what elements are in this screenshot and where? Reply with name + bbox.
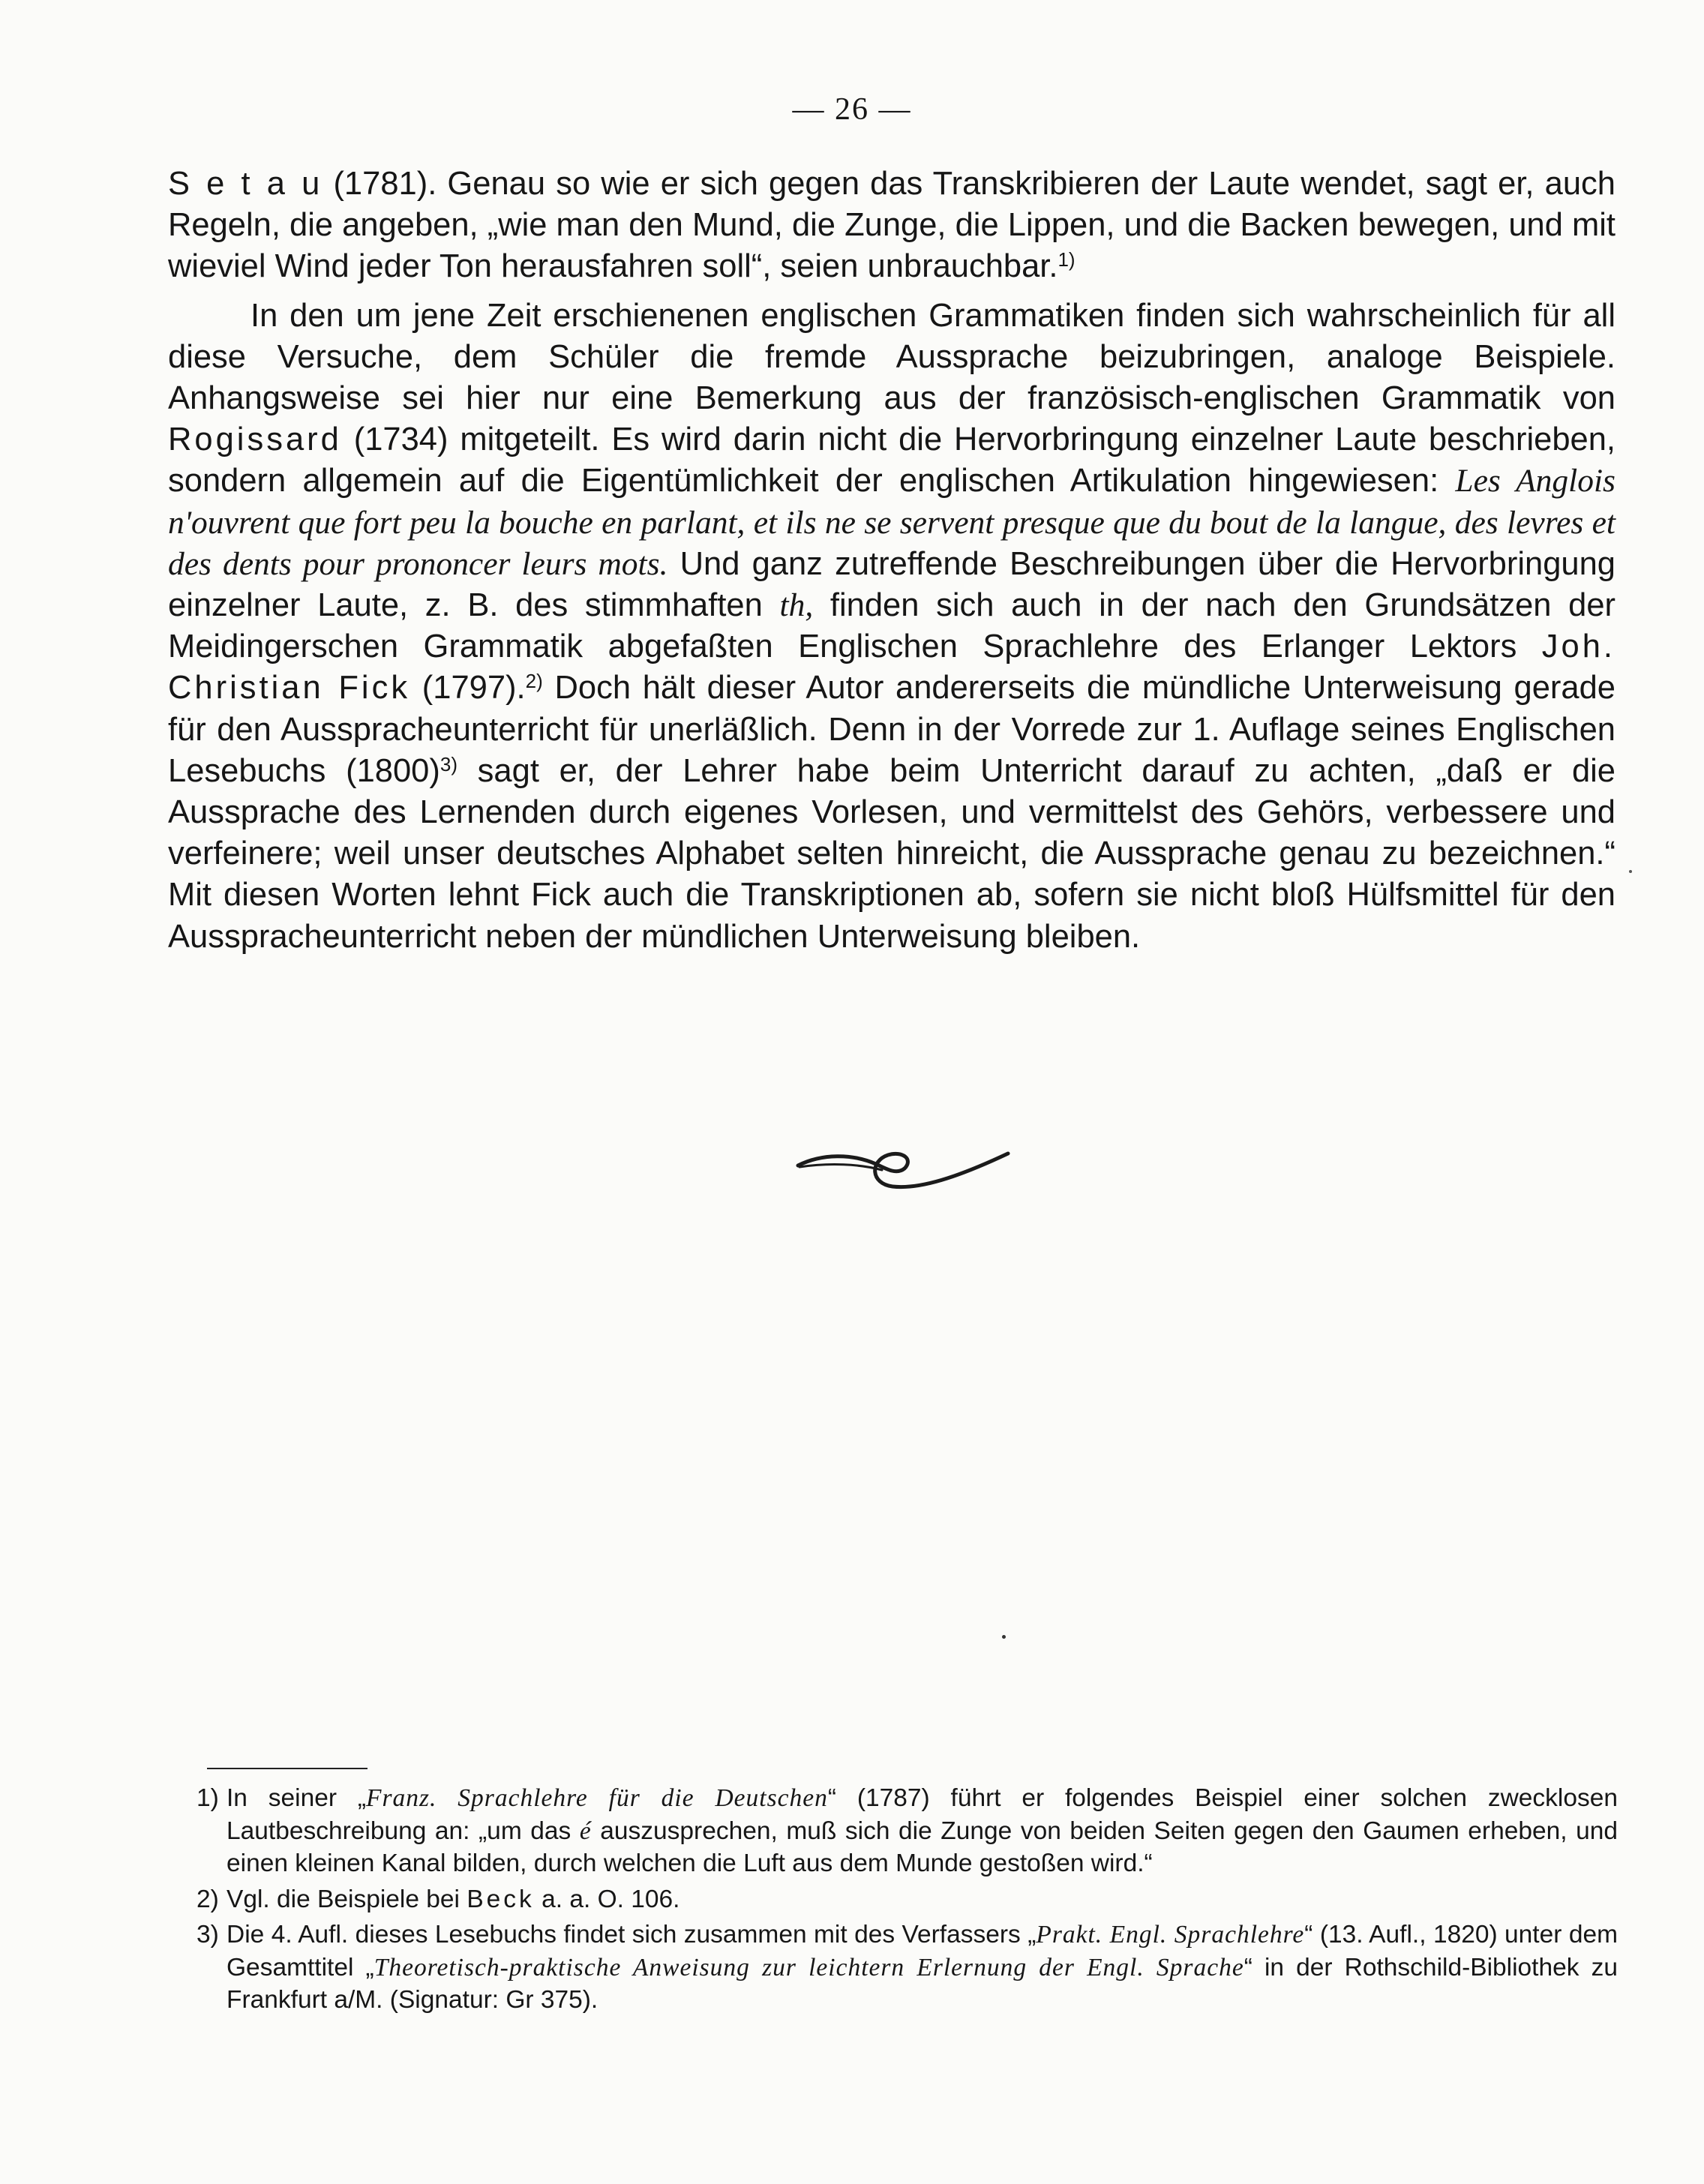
footnote-3-text-a: Die 4. Aufl. dieses Lesebuchs findet sich zusammen mit des Verfassers „: [226, 1921, 1036, 1948]
paragraph-2-text-f: Doch hält dieser Autor andererseits die mündliche Unterweisung gerade für den Ausspracheunterricht für unerläßlich. Denn in der Vorrede zur 1. Auflage seines Englischen Lesebuchs (1800): [168, 670, 1616, 789]
paragraph-2-text-c: Und ganz zutreffende Beschreibungen über die Hervorbringung einzelner Laute, z. B. des stimmhaften: [168, 545, 1616, 624]
footnote-2-text-a: Vgl. die Beispiele bei: [226, 1885, 467, 1913]
footnote-1: [196, 1782, 1618, 1880]
footnote-3-text-c: “ in der Rothschild-Bibliothek zu Frankfurt a/M. (Signatur: Gr 375).: [226, 1953, 1618, 2014]
paragraph-1: [168, 164, 1616, 288]
paragraph-2-text-b: (1734) mitgeteilt. Es wird darin nicht die Hervorbringung einzelner Laute beschrieben, sondern allgemein auf die Eigentümlichkeit der englischen Artikulation hingewiesen:: [168, 422, 1616, 500]
footnote-rule: [207, 1768, 368, 1769]
footnotes: [196, 1782, 1618, 2020]
footnote-3: [196, 1918, 1618, 2017]
paragraph-2-text-d: finden sich auch in der nach den Grundsätzen der Meidingerschen Grammatik abgefaßten Englischen Sprachlehre des Erlanger Lektors: [168, 587, 1616, 665]
th-sound: th,: [779, 587, 814, 624]
author-fick: Joh. Christian Fick: [168, 628, 1616, 706]
footnote-3-title-1: Prakt. Engl. Sprachlehre: [1036, 1921, 1305, 1948]
footnote-1-text-c: auszusprechen, muß sich die Zunge von beiden Seiten gegen den Gaumen erheben, und einen kleinen Kanal bilden, durch welchen die Luft aus dem Munde gestoßen wird.“: [226, 1816, 1618, 1877]
footnote-1-text-a: In seiner „: [226, 1784, 366, 1812]
paragraph-2-text-e: (1797).: [410, 670, 526, 706]
author-setau: S e t a u: [168, 166, 323, 202]
footnote-mark: 2): [196, 1885, 219, 1913]
footnote-ref-1: 1): [1058, 248, 1076, 272]
footnote-2: [196, 1883, 1618, 1916]
author-beck: Beck: [466, 1885, 535, 1913]
footnote-3-title-2: Theoretisch-praktische Anweisung zur leichtern Erlernung der Engl. Sprache: [374, 1953, 1244, 1982]
ornament-flourish-icon: [792, 1131, 1017, 1198]
paragraph-2-text-a: In den um jene Zeit erschienenen englischen Grammatiken finden sich wahrscheinlich für all diese Versuche, dem Schüler die fremde Aussprache beizubringen, analoge Beispiele. Anhangsweise sei hier nur eine Bemerkung aus der französisch-englischen Grammatik von: [168, 297, 1616, 417]
main-text: [168, 164, 1616, 965]
paragraph-2: [168, 296, 1616, 958]
french-quote: Les Anglois n'ouvrent que fort peu la bouche en parlant, et ils ne se servent presque que du bout de la langue, des levres et des dents pour prononcer leurs mots.: [168, 463, 1616, 582]
footnote-1-e: é: [579, 1816, 592, 1845]
footnote-1-title: Franz. Sprachlehre für die Deutschen: [365, 1784, 828, 1812]
speck-mark: [1002, 1635, 1006, 1639]
footnote-3-text-b: “ (13. Aufl., 1820) unter dem Gesamttitel „: [226, 1921, 1618, 1982]
speck-mark: [1629, 870, 1632, 873]
footnote-ref-2: 2): [525, 670, 543, 693]
page-number: — 26 —: [792, 92, 912, 127]
footnote-2-text-b: a. a. O. 106.: [534, 1885, 680, 1913]
footnote-mark: 3): [196, 1921, 219, 1948]
footnote-mark: 1): [196, 1784, 219, 1812]
paragraph-1-text: (1781). Genau so wie er sich gegen das Transkribieren der Laute wendet, sagt er, auch Regeln, die angeben, „wie man den Mund, die Zunge, die Lippen, und die Backen bewegen, und mit wieviel Wind jeder Ton herausfahren soll“, seien unbrauchbar.: [168, 166, 1616, 285]
author-rogissard: Rogissard: [168, 422, 342, 458]
footnote-ref-3: 3): [440, 752, 458, 776]
footnote-1-text-b: “ (1787) führt er folgendes Beispiel einer solchen zwecklosen Lautbeschreibung an: „um das: [226, 1784, 1618, 1845]
paragraph-2-text-g: sagt er, der Lehrer habe beim Unterricht darauf zu achten, „daß er die Aussprache des Lernenden durch eigenes Vorlesen, und vermittelst des Gehörs, verbessere und verfeinere; weil unser deutsches Alphabet selten hinreicht, die Aussprache genau zu bezeichnen.“ Mit diesen Worten lehnt Fick auch die Transkriptionen ab, sofern sie nicht bloß Hülfsmittel für den Ausspracheunterricht neben der mündlichen Unterweisung bleiben.: [168, 752, 1616, 955]
